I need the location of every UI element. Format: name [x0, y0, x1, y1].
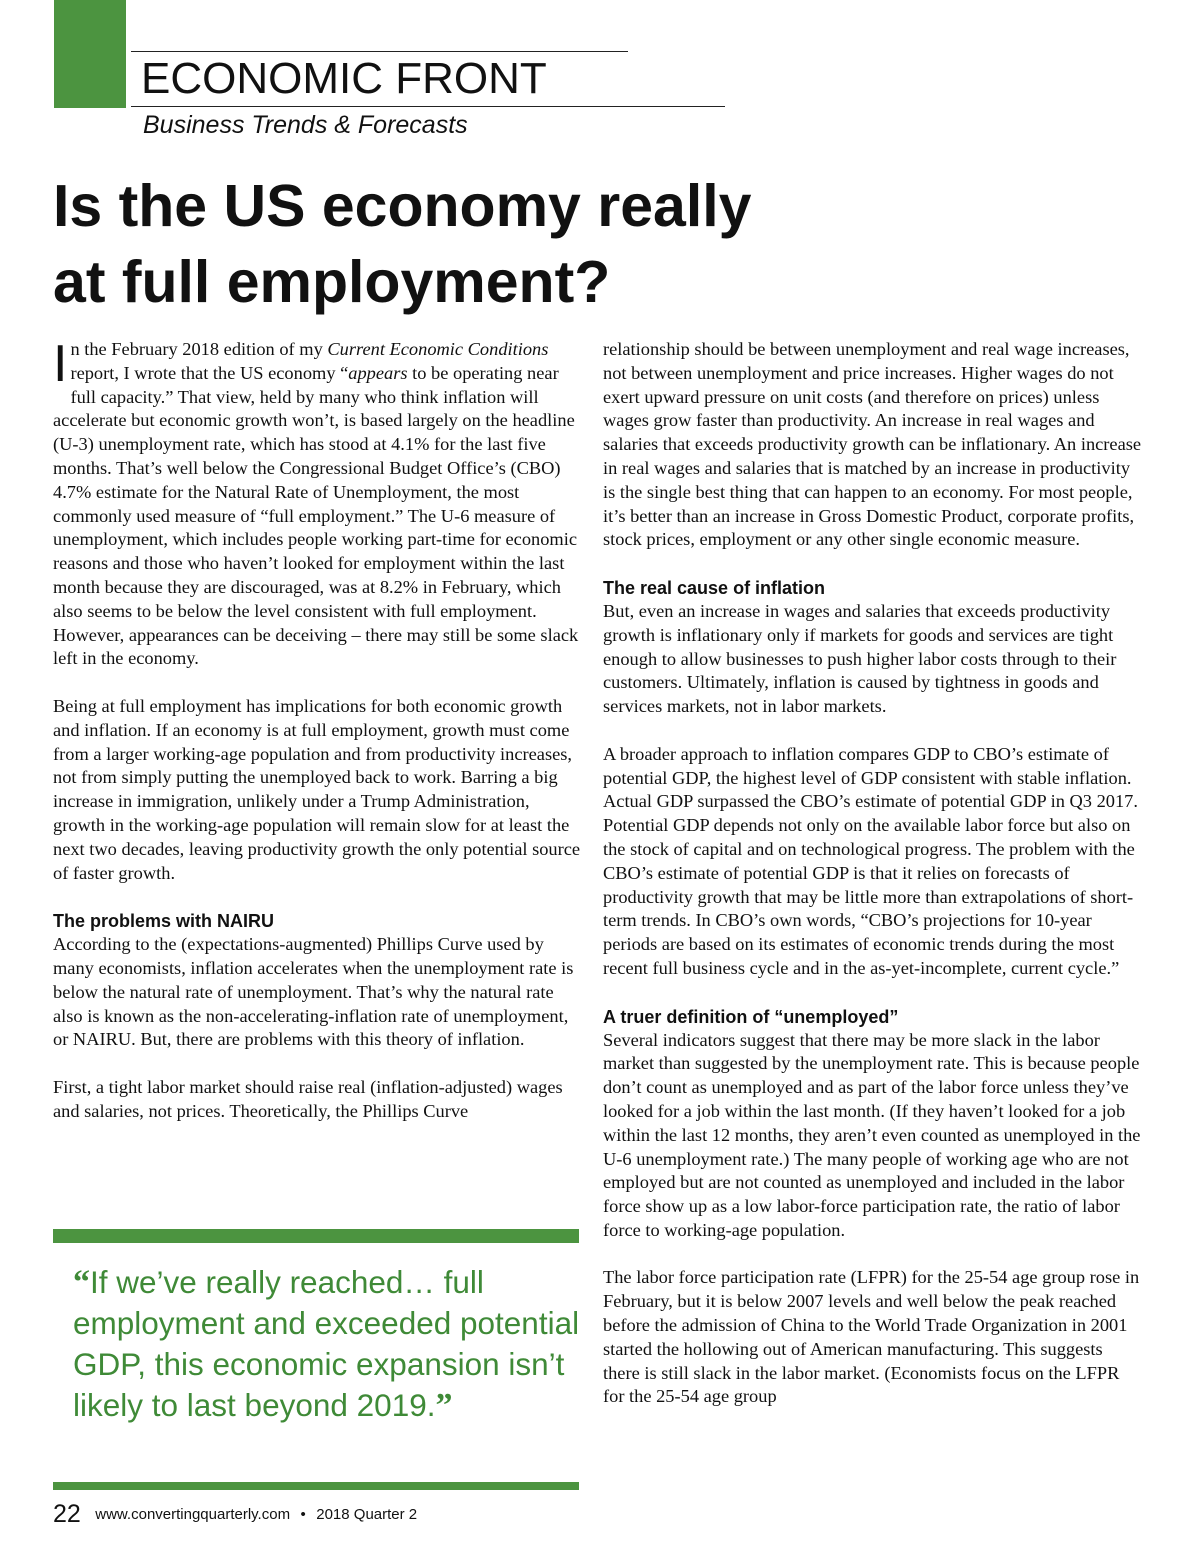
footer-issue: 2018 Quarter 2 — [316, 1506, 418, 1523]
report-title: Current Economic Conditions — [327, 339, 549, 359]
pullquote — [73, 1262, 593, 1426]
paragraph-lfpr: The labor force participation rate (LFPR) for the 25-54 age group rose in February, but it is below 2007 levels and well below the peak reached before the admission of China to the World Trade Organization in 2001 started the hollowing out of American manufacturing. This suggests there is still slack in the labor market. (Economists focus on the LFPR for the 25-54 age group — [603, 1267, 1140, 1407]
article-column-left — [53, 335, 583, 1147]
paragraph-tight-markets: But, even an increase in wages and salaries that exceeds productivity growth is inflationary only if markets for goods and services are tight enough to allow businesses to push higher labor costs through to their customers. Ultimately, inflation is caused by tightness in goods and services markets, not in labor markets. — [603, 600, 1117, 717]
paragraph-phillips-curve: According to the (expectations-augmented) Phillips Curve used by many economists, inflation accelerates when the unemployment rate is below the natural rate of unemployment. That’s why the natural rate also is known as the non-accelerating-inflation rate of unemployment, or NAIRU. But, there are problems with this theory of inflation. — [53, 934, 574, 1050]
article-headline — [53, 168, 953, 320]
paragraph-potential-gdp: A broader approach to inflation compares GDP to CBO’s estimate of potential GDP, the highest level of GDP consistent with stable inflation. Actual GDP surpassed the CBO’s estimate of potential GDP in Q3 2017. Potential GDP depends not only on the available labor force but also on the stock of capital and on technological progress. The problem with the CBO’s estimate of potential GDP is that it relies on forecasts of productivity growth that may be little more than extrapolations of short-term trends. In CBO’s own words, “CBO’s projections for 10-year periods are based on its estimates of economic trends during the most recent full business cycle and in the as-yet-incomplete, current cycle.” — [603, 743, 1138, 978]
section-subtitle: Business Trends & Forecasts — [143, 111, 468, 139]
headline-line-2: at full employment? — [53, 249, 611, 315]
close-quote-mark: ” — [435, 1387, 453, 1424]
paragraph-real-wages: relationship should be between unemployment and real wage increases, not between unemployment and price increases. Higher wages do not exert upward pressure on unit costs (and therefore on prices) unless wages grow faster than productivity. An increase in real wages and salaries that exceeds productivity growth can be inflationary. An increase in real wages and salaries that is matched by an increase in productivity is the single best thing that can happen to an economy. For most people, it’s better than an increase in Gross Domestic Product, corporate profits, stock prices, employment or any other single economic measure. — [603, 339, 1142, 550]
intro-text-b: report, I wrote that the US economy “ — [70, 362, 349, 383]
paragraph-full-employment: Being at full employment has implications for both economic growth and inflation. If an economy is at full employment, growth must come from a larger working-age population and from productivity increases, not from simply putting the unemployed back to work. Barring a big increase in immigration, unlikely under a Trump Administration, growth in the working-age population will remain slow for at least the next two decades, leaving productivity growth the only potential source of faster growth. — [53, 695, 581, 883]
paragraph-slack-indicators: Several indicators suggest that there may be more slack in the labor market than suggested by the unemployment rate. This is because people don’t count as unemployed and as part of the labor force unless they’ve looked for a job within the last month. (If they haven’t looked for a job within the last 12 months, they aren’t even counted as unemployed in the U-6 unemployment rate.) The many people of working age who are not employed but are not counted as unemployed and included in the labor force show up as a low labor-force participation rate, the ratio of labor force to working-age population. — [603, 1029, 1141, 1240]
open-quote-mark: “ — [73, 1264, 90, 1301]
page-number: 22 — [53, 1500, 81, 1528]
pullquote-rule-bottom — [53, 1482, 579, 1490]
paragraph-intro — [53, 335, 583, 671]
intro-text-c: to be operating near full capacity.” That view, held by many who think inflation will accelerate but economic growth won’t, is based largely on the headline (U-3) unemployment rate, which has stood at 4.1% for the last five months. That’s well below the Congressional Budget Office’s (CBO) 4.7% estimate for the Natural Rate of Unemployment, the most commonly used measure of “full employment.” The U-6 measure of unemployment, which includes people working part-time for economic reasons and those who haven’t looked for employment within the last month because they are discouraged, was at 8.2% in February, which also seems to be below the level consistent with full employment. However, appearances can be deceiving – there may still be some slack left in the economy. — [53, 362, 579, 669]
header-rule-top — [131, 51, 628, 52]
pullquote-rule-top — [53, 1229, 579, 1243]
subhead-nairu: The problems with NAIRU — [53, 911, 275, 932]
page-footer — [53, 1500, 417, 1529]
subhead-unemployed-definition: A truer definition of “unemployed” — [603, 1006, 899, 1027]
drop-cap: I — [53, 335, 68, 393]
subhead-inflation-cause: The real cause of inflation — [603, 577, 826, 598]
intro-text-a: n the February 2018 edition of my — [70, 339, 328, 359]
paragraph-tight-labor: First, a tight labor market should raise real (inflation-adjusted) wages and salaries, not prices. Theoretically, the Phillips Curve — [53, 1076, 563, 1121]
article-column-right — [603, 338, 1143, 1433]
pullquote-text: If we’ve really reached… full employment and exceeded potential GDP, this economic expansion isn’t likely to last beyond 2019. — [73, 1264, 580, 1423]
header-rule-bottom — [131, 106, 725, 107]
section-color-block — [54, 0, 126, 108]
footer-website: www.convertingquarterly.com — [95, 1506, 291, 1523]
footer-separator: • — [300, 1506, 306, 1523]
headline-line-1: Is the US economy really — [53, 173, 752, 239]
section-title: ECONOMIC FRONT — [141, 54, 547, 103]
emphasis-appears: appears — [348, 362, 408, 383]
